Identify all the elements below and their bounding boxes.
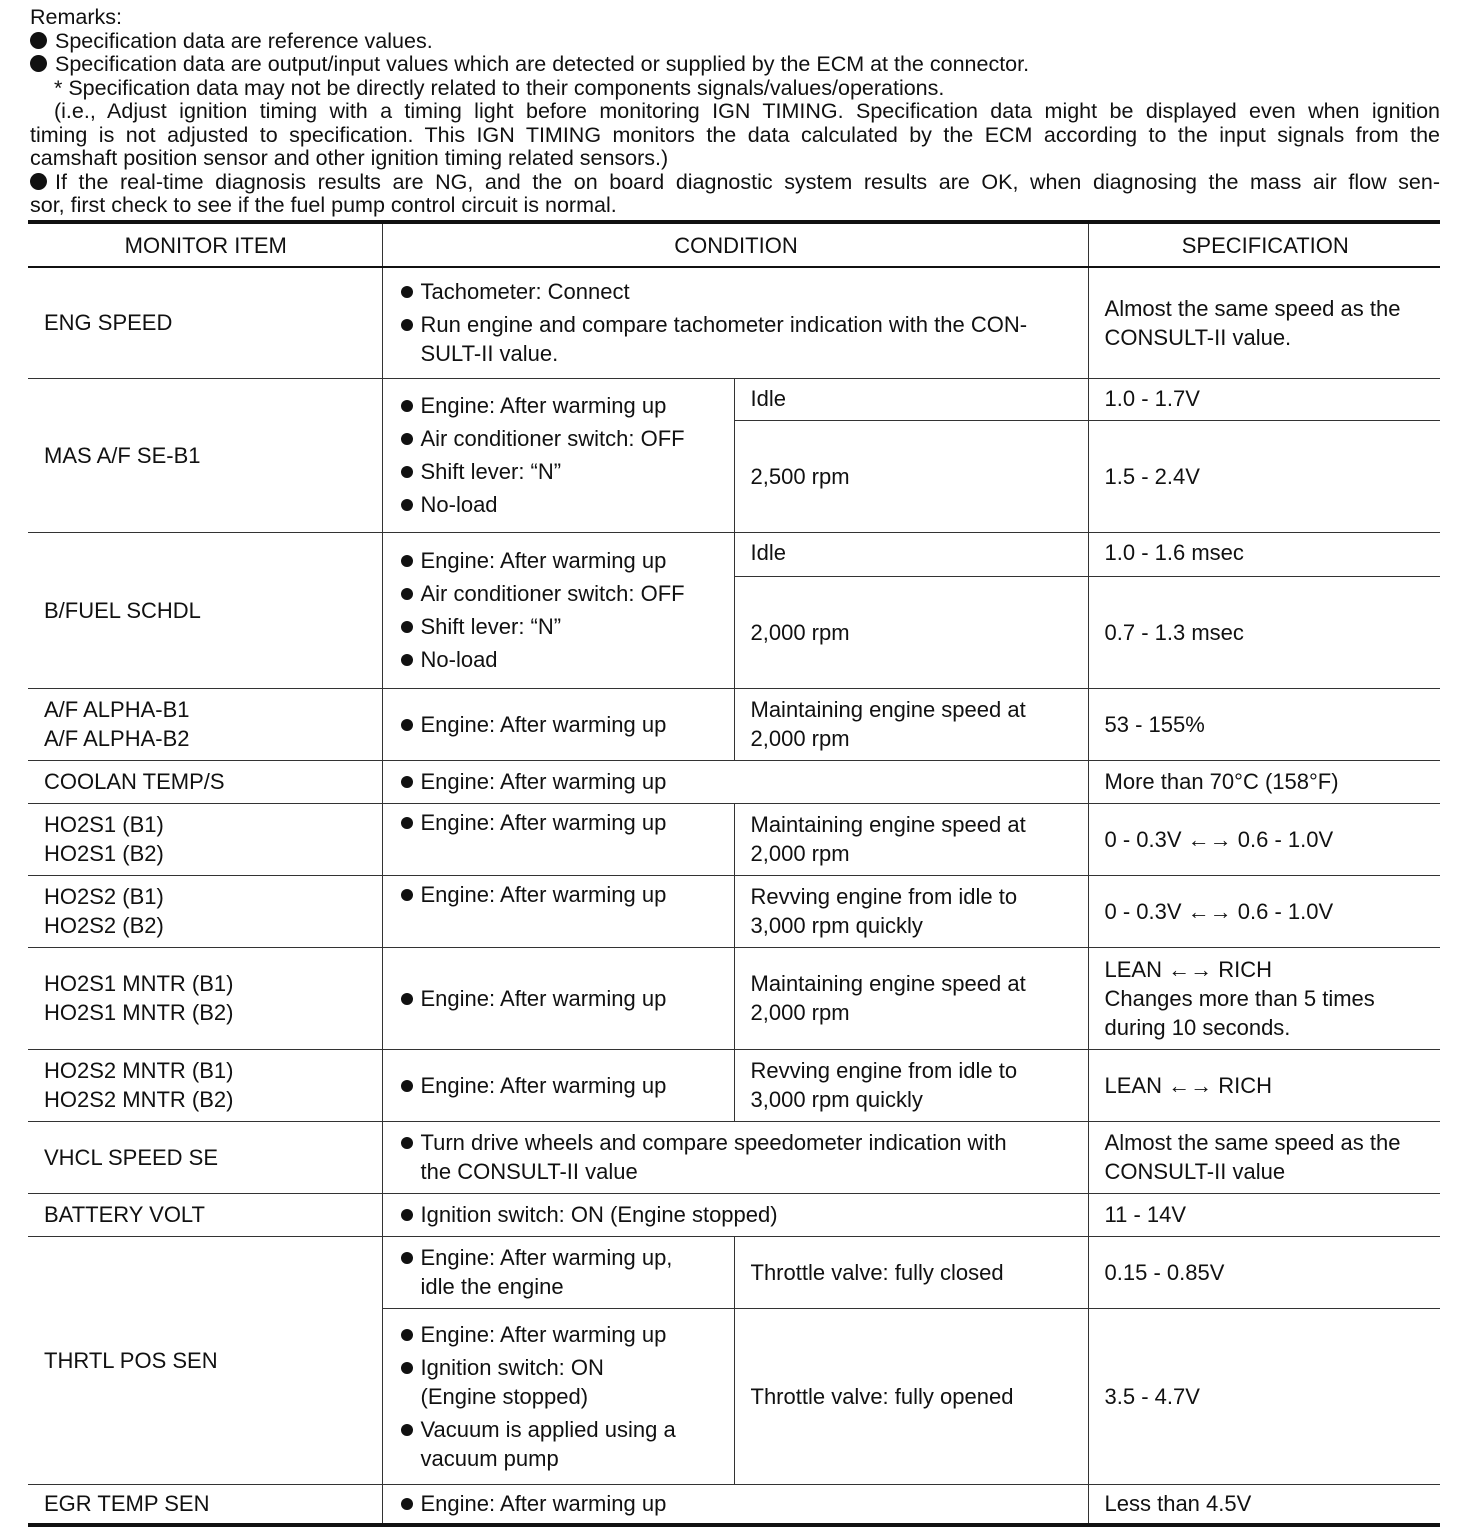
condition-list	[399, 1071, 720, 1100]
specification: LEAN ←→ RICH	[1088, 1049, 1440, 1121]
specification: 1.0 - 1.7V	[1088, 378, 1440, 420]
monitor-item: B/FUEL SCHDL	[28, 532, 382, 688]
specification: 1.0 - 1.6 msec	[1088, 532, 1440, 576]
condition-list	[399, 1320, 720, 1473]
sub-condition: Maintaining engine speed at 2,000 rpm	[734, 803, 1088, 875]
condition-item: Tachometer: Connect	[399, 277, 1074, 306]
condition-item: Engine: After warming up, idle the engine	[399, 1243, 720, 1301]
condition-list	[399, 984, 720, 1013]
condition-item: Engine: After warming up	[399, 1489, 1074, 1518]
sub-condition: Revving engine from idle to 3,000 rpm quickly	[734, 1049, 1088, 1121]
condition-item: Vacuum is applied using a vacuum pump	[399, 1415, 720, 1473]
remark-note: (i.e., Adjust ignition timing with a timing light before monitoring IGN TIMING. Specification data might be displayed even when ignition	[54, 99, 1440, 123]
condition-item: Engine: After warming up	[399, 984, 720, 1013]
condition-list	[399, 546, 720, 674]
sub-condition: Idle	[734, 532, 1088, 576]
specification: Almost the same speed as the CONSULT-II value	[1088, 1121, 1440, 1193]
condition-list	[399, 1243, 720, 1301]
specification: 0 - 0.3V ←→ 0.6 - 1.0V	[1088, 803, 1440, 875]
condition-item: Turn drive wheels and compare speedometer indication with the CONSULT-II value	[399, 1128, 1074, 1186]
table-row	[28, 267, 1440, 378]
condition-list	[399, 1489, 1074, 1518]
condition-item: Engine: After warming up	[399, 391, 720, 420]
specification: 0.15 - 0.85V	[1088, 1236, 1440, 1308]
condition-item: Engine: After warming up	[399, 546, 720, 575]
specification: 11 - 14V	[1088, 1193, 1440, 1236]
condition-list	[399, 1200, 1074, 1229]
specification: Almost the same speed as the CONSULT-II value.	[1088, 267, 1440, 378]
monitor-item: HO2S2 (B1) HO2S2 (B2)	[28, 875, 382, 947]
table-header-row	[28, 222, 1440, 267]
table-row	[28, 875, 1440, 947]
specification: 0.7 - 1.3 msec	[1088, 576, 1440, 688]
condition-list	[399, 880, 720, 909]
table-row	[28, 1121, 1440, 1193]
condition-list	[399, 391, 720, 519]
condition-list	[399, 808, 720, 837]
condition-item: Engine: After warming up	[399, 1071, 720, 1100]
specification: 1.5 - 2.4V	[1088, 420, 1440, 532]
sub-condition: Revving engine from idle to 3,000 rpm quickly	[734, 875, 1088, 947]
monitor-item: VHCL SPEED SE	[28, 1121, 382, 1193]
monitor-item: MAS A/F SE-B1	[28, 378, 382, 532]
condition-list	[399, 767, 1074, 796]
remarks-heading: Remarks:	[30, 5, 122, 29]
condition-item: Air conditioner switch: OFF	[399, 579, 720, 608]
specification: 53 - 155%	[1088, 688, 1440, 760]
sub-condition: 2,000 rpm	[734, 576, 1088, 688]
table-row	[28, 378, 1440, 420]
remark-bullet: Specification data are reference values.	[30, 30, 1440, 54]
monitor-spec-table	[28, 220, 1440, 1527]
monitor-item: COOLAN TEMP/S	[28, 760, 382, 803]
table-row	[28, 803, 1440, 875]
monitor-item: A/F ALPHA-B1 A/F ALPHA-B2	[28, 688, 382, 760]
condition-list	[399, 277, 1074, 368]
bullet-icon	[30, 173, 47, 190]
monitor-item: HO2S2 MNTR (B1) HO2S2 MNTR (B2)	[28, 1049, 382, 1121]
table-row	[28, 947, 1440, 1049]
table-row	[28, 1484, 1440, 1525]
remark-note: * Specification data may not be directly related to their components signals/values/operations.	[54, 75, 945, 100]
table-row	[28, 1049, 1440, 1121]
condition-item: No-load	[399, 490, 720, 519]
condition-item: Engine: After warming up	[399, 880, 720, 909]
remark-note: camshaft position sensor and other ignition timing related sensors.)	[30, 146, 669, 170]
condition-item: Engine: After warming up	[399, 710, 720, 739]
sub-condition: Maintaining engine speed at 2,000 rpm	[734, 947, 1088, 1049]
bullet-icon	[30, 32, 47, 49]
remark-bullet: Specification data are output/input values which are detected or supplied by the ECM at the connector.	[30, 53, 1440, 77]
sub-condition: Maintaining engine speed at 2,000 rpm	[734, 688, 1088, 760]
monitor-item: EGR TEMP SEN	[28, 1484, 382, 1525]
condition-item: Shift lever: “N”	[399, 457, 720, 486]
monitor-item: ENG SPEED	[28, 267, 382, 378]
condition-item: Ignition switch: ON (Engine stopped)	[399, 1200, 1074, 1229]
header-specification: SPECIFICATION	[1088, 222, 1440, 267]
condition-item: Shift lever: “N”	[399, 612, 720, 641]
remarks-section	[30, 6, 1440, 218]
remark-note: timing is not adjusted to specification. This IGN TIMING monitors the data calculated by the ECM according to the input signals from the	[30, 122, 1440, 147]
sub-condition: Idle	[734, 378, 1088, 420]
condition-item: Run engine and compare tachometer indication with the CON- SULT-II value.	[399, 310, 1074, 368]
monitor-item: HO2S1 MNTR (B1) HO2S1 MNTR (B2)	[28, 947, 382, 1049]
specification: Less than 4.5V	[1088, 1484, 1440, 1525]
condition-list	[399, 710, 720, 739]
monitor-item: THRTL POS SEN	[28, 1236, 382, 1484]
table-row	[28, 760, 1440, 803]
condition-item: Ignition switch: ON (Engine stopped)	[399, 1353, 720, 1411]
specification: LEAN ←→ RICH Changes more than 5 times during 10 seconds.	[1088, 947, 1440, 1049]
remark-bullet: If the real-time diagnosis results are NG, and the on board diagnostic system results are OK, when diagnosing the mass air flow sen-	[30, 171, 1440, 195]
table-row	[28, 532, 1440, 576]
condition-item: Air conditioner switch: OFF	[399, 424, 720, 453]
sub-condition: Throttle valve: fully opened	[734, 1308, 1088, 1484]
specification: 0 - 0.3V ←→ 0.6 - 1.0V	[1088, 875, 1440, 947]
condition-item: Engine: After warming up	[399, 1320, 720, 1349]
sub-condition: Throttle valve: fully closed	[734, 1236, 1088, 1308]
specification: 3.5 - 4.7V	[1088, 1308, 1440, 1484]
table-row	[28, 1236, 1440, 1308]
condition-item: No-load	[399, 645, 720, 674]
monitor-item: HO2S1 (B1) HO2S1 (B2)	[28, 803, 382, 875]
bullet-icon	[30, 55, 47, 72]
specification: More than 70°C (158°F)	[1088, 760, 1440, 803]
sub-condition: 2,500 rpm	[734, 420, 1088, 532]
table-row	[28, 688, 1440, 760]
condition-item: Engine: After warming up	[399, 767, 1074, 796]
monitor-item: BATTERY VOLT	[28, 1193, 382, 1236]
remark-note: sor, first check to see if the fuel pump control circuit is normal.	[30, 193, 617, 217]
header-condition: CONDITION	[382, 222, 1088, 267]
condition-list	[399, 1128, 1074, 1186]
condition-item: Engine: After warming up	[399, 808, 720, 837]
table-row	[28, 1193, 1440, 1236]
header-monitor-item: MONITOR ITEM	[28, 222, 382, 267]
